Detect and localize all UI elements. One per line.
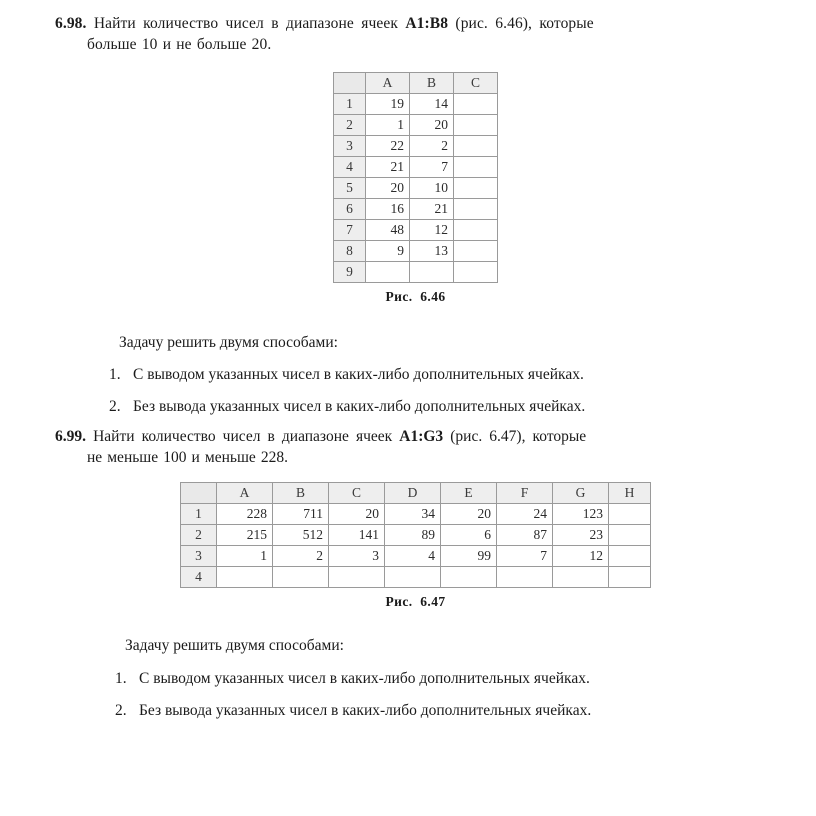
cell-h2 [609,525,651,546]
table-row [334,156,498,177]
problem-text-line2: больше 10 и не больше 20. [87,35,272,53]
cell-b5: 10 [410,177,454,198]
cell-d4 [385,567,441,588]
table-row [334,261,498,282]
cell-c7 [454,219,498,240]
sheet-corner-cell [334,72,366,93]
cell-a3: 1 [217,546,273,567]
cell-b2: 20 [410,114,454,135]
row-header: 1 [181,504,217,525]
instruction-marker: 2. [109,398,121,416]
cell-c2 [454,114,498,135]
instruction-item [55,363,776,386]
cell-d1: 34 [385,504,441,525]
instructions-block-1 [55,331,776,419]
cell-d2: 89 [385,525,441,546]
problem-6-98 [55,14,776,56]
column-header-b: B [410,72,454,93]
cell-b8: 13 [410,240,454,261]
problem-6-99 [55,427,776,469]
column-header-b: B [273,483,329,504]
table-row [334,93,498,114]
cell-b3: 2 [273,546,329,567]
cell-e3: 99 [441,546,497,567]
table-row [334,219,498,240]
cell-a6: 16 [366,198,410,219]
cell-e2: 6 [441,525,497,546]
spreadsheet-646 [333,72,498,283]
cell-c9 [454,261,498,282]
cell-f1: 24 [497,504,553,525]
row-header: 4 [181,567,217,588]
cell-e4 [441,567,497,588]
cell-g3: 12 [553,546,609,567]
cell-g2: 23 [553,525,609,546]
column-header-c: C [329,483,385,504]
row-header: 1 [334,93,366,114]
cell-c2: 141 [329,525,385,546]
table-row [181,567,651,588]
instruction-item [55,699,776,722]
cell-b6: 21 [410,198,454,219]
cell-c1: 20 [329,504,385,525]
instruction-marker: 1. [115,669,127,687]
column-header-g: G [553,483,609,504]
cell-f2: 87 [497,525,553,546]
cell-a9 [366,261,410,282]
row-header: 9 [334,261,366,282]
problem-number: 6.98. [55,15,87,32]
cell-b7: 12 [410,219,454,240]
row-header: 3 [181,546,217,567]
cell-c5 [454,177,498,198]
cell-h4 [609,567,651,588]
cell-c3: 3 [329,546,385,567]
cell-c4 [454,156,498,177]
cell-b9 [410,261,454,282]
cell-d3: 4 [385,546,441,567]
cell-c3 [454,135,498,156]
table-row [334,198,498,219]
instruction-marker: 1. [109,366,121,384]
cell-e1: 20 [441,504,497,525]
row-header: 3 [334,135,366,156]
cell-b4: 7 [410,156,454,177]
cell-c4 [329,567,385,588]
figure-caption-647: Рис. 6.47 [385,594,446,610]
spacer [55,419,776,425]
column-header-h: H [609,483,651,504]
problem-text-part1: Найти количество чисел в диапазоне ячеек [93,15,406,32]
row-header: 7 [334,219,366,240]
column-header-d: D [385,483,441,504]
row-header: 6 [334,198,366,219]
table-header-row [334,72,498,93]
column-header-f: F [497,483,553,504]
cell-a8: 9 [366,240,410,261]
cell-f4 [497,567,553,588]
cell-c8 [454,240,498,261]
cell-a1: 19 [366,93,410,114]
instruction-text: С выводом указанных чисел в каких-либо дополнительных ячейках. [139,669,590,687]
instruction-marker: 2. [115,701,127,719]
row-header: 5 [334,177,366,198]
cell-h1 [609,504,651,525]
figure-caption-646: Рис. 6.46 [385,288,446,304]
column-header-a: A [217,483,273,504]
cell-a4 [217,567,273,588]
cell-b4 [273,567,329,588]
row-header: 4 [334,156,366,177]
problem-text-part2: (рис. 6.47), которые [443,427,587,445]
row-header: 2 [334,114,366,135]
cell-b2: 512 [273,525,329,546]
problem-number: 6.99. [55,427,86,445]
instructions-heading: Задачу решить двумя способами: [125,637,344,655]
cell-f3: 7 [497,546,553,567]
cell-g4 [553,567,609,588]
column-header-a: A [366,72,410,93]
cell-a2: 215 [217,525,273,546]
row-header: 8 [334,240,366,261]
cell-range-reference: A1:G3 [399,427,444,445]
problem-text-line2: не меньше 100 и меньше 228. [87,448,288,466]
table-row [334,114,498,135]
table-row [334,177,498,198]
table-row [181,504,651,525]
cell-range-reference: A1:B8 [405,15,449,32]
row-header: 2 [181,525,217,546]
sheet-corner-cell [181,483,217,504]
cell-a7: 48 [366,219,410,240]
instruction-text: Без вывода указанных чисел в каких-либо дополнительных ячейках. [133,398,586,416]
cell-a5: 20 [366,177,410,198]
cell-h3 [609,546,651,567]
cell-b3: 2 [410,135,454,156]
figure-646-wrapper [55,56,776,283]
instruction-item [55,667,776,690]
cell-g1: 123 [553,504,609,525]
cell-c6 [454,198,498,219]
instructions-heading: Задачу решить двумя способами: [119,333,338,351]
instruction-text: С выводом указанных чисел в каких-либо дополнительных ячейках. [133,366,584,384]
column-header-e: E [441,483,497,504]
cell-c1 [454,93,498,114]
cell-b1: 711 [273,504,329,525]
table-row [334,135,498,156]
cell-b1: 14 [410,93,454,114]
problem-text-part1: Найти количество чисел в диапазоне ячеек [93,427,400,445]
column-header-c: C [454,72,498,93]
instruction-text: Без вывода указанных чисел в каких-либо дополнительных ячейках. [139,701,592,719]
figure-647-wrapper [55,468,776,588]
spreadsheet-647 [180,482,651,588]
problem-text-part2: (рис. 6.46), которые [448,15,594,32]
table-header-row [181,483,651,504]
cell-a2: 1 [366,114,410,135]
table-row [334,240,498,261]
cell-a1: 228 [217,504,273,525]
table-row [181,546,651,567]
instructions-block-2 [55,634,776,722]
cell-a4: 21 [366,156,410,177]
table-row [181,525,651,546]
instruction-item [55,395,776,418]
cell-a3: 22 [366,135,410,156]
